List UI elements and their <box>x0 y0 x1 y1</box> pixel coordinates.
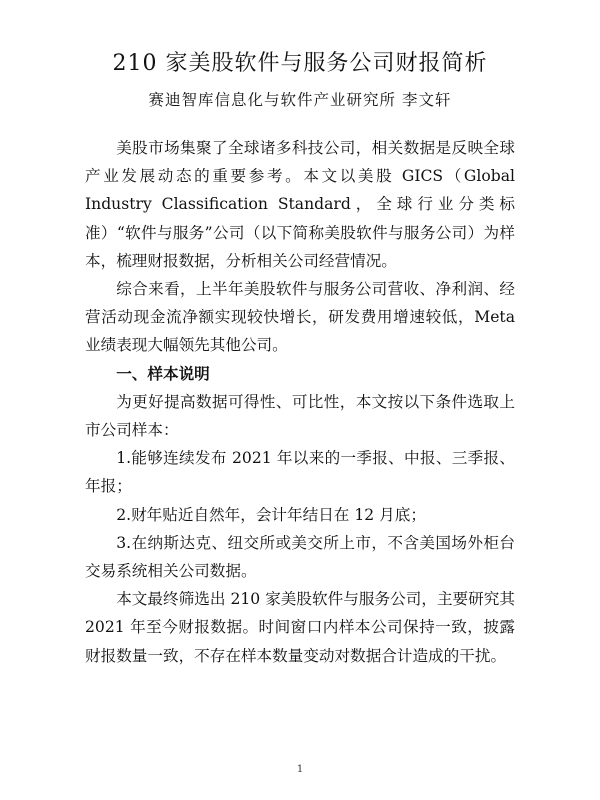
page-title: 210 家美股软件与服务公司财报简析 <box>112 51 488 76</box>
intro-paragraph: 美股市场集聚了全球诸多科技公司，相关数据是反映全球产业发展动态的重要参考。本文以美股 GICS（Global Industry Classification Standard，全球行业分类标准）“软件与服务”公司（以下简称美股软件与服务公司）为样本，梳理财报数据，分析相关公司经营情况。 <box>85 139 515 270</box>
section-paragraph: 本文最终筛选出 210 家美股软件与服务公司，主要研究其 2021 年至今财报数据。时间窗口内样本公司保持一致，披露财报数量一致，不存在样本数量变动对数据合计造成的干扰。 <box>85 590 515 665</box>
condition-item-2: 2.财年贴近自然年，会计年结日在 12 月底； <box>116 505 426 524</box>
document-body <box>85 134 515 670</box>
section-paragraph: 为更好提高数据可得性、可比性，本文按以下条件选取上市公司样本： <box>85 392 515 440</box>
author-line: 赛迪智库信息化与软件产业研究所 李文轩 <box>148 91 452 109</box>
page-number: 1 <box>296 764 304 775</box>
section-heading: 一、样本说明 <box>116 364 210 383</box>
condition-item-3: 3.在纳斯达克、纽交所或美交所上市，不含美国场外柜台交易系统相关公司数据。 <box>85 533 515 581</box>
condition-item-1: 1.能够连续发布 2021 年以来的一季报、中报、三季报、年报； <box>85 449 515 496</box>
summary-paragraph: 综合来看，上半年美股软件与服务公司营收、净利润、经营活动现金流净额实现较快增长，研发费用增速较低，Meta 业绩表现大幅领先其他公司。 <box>85 280 515 355</box>
